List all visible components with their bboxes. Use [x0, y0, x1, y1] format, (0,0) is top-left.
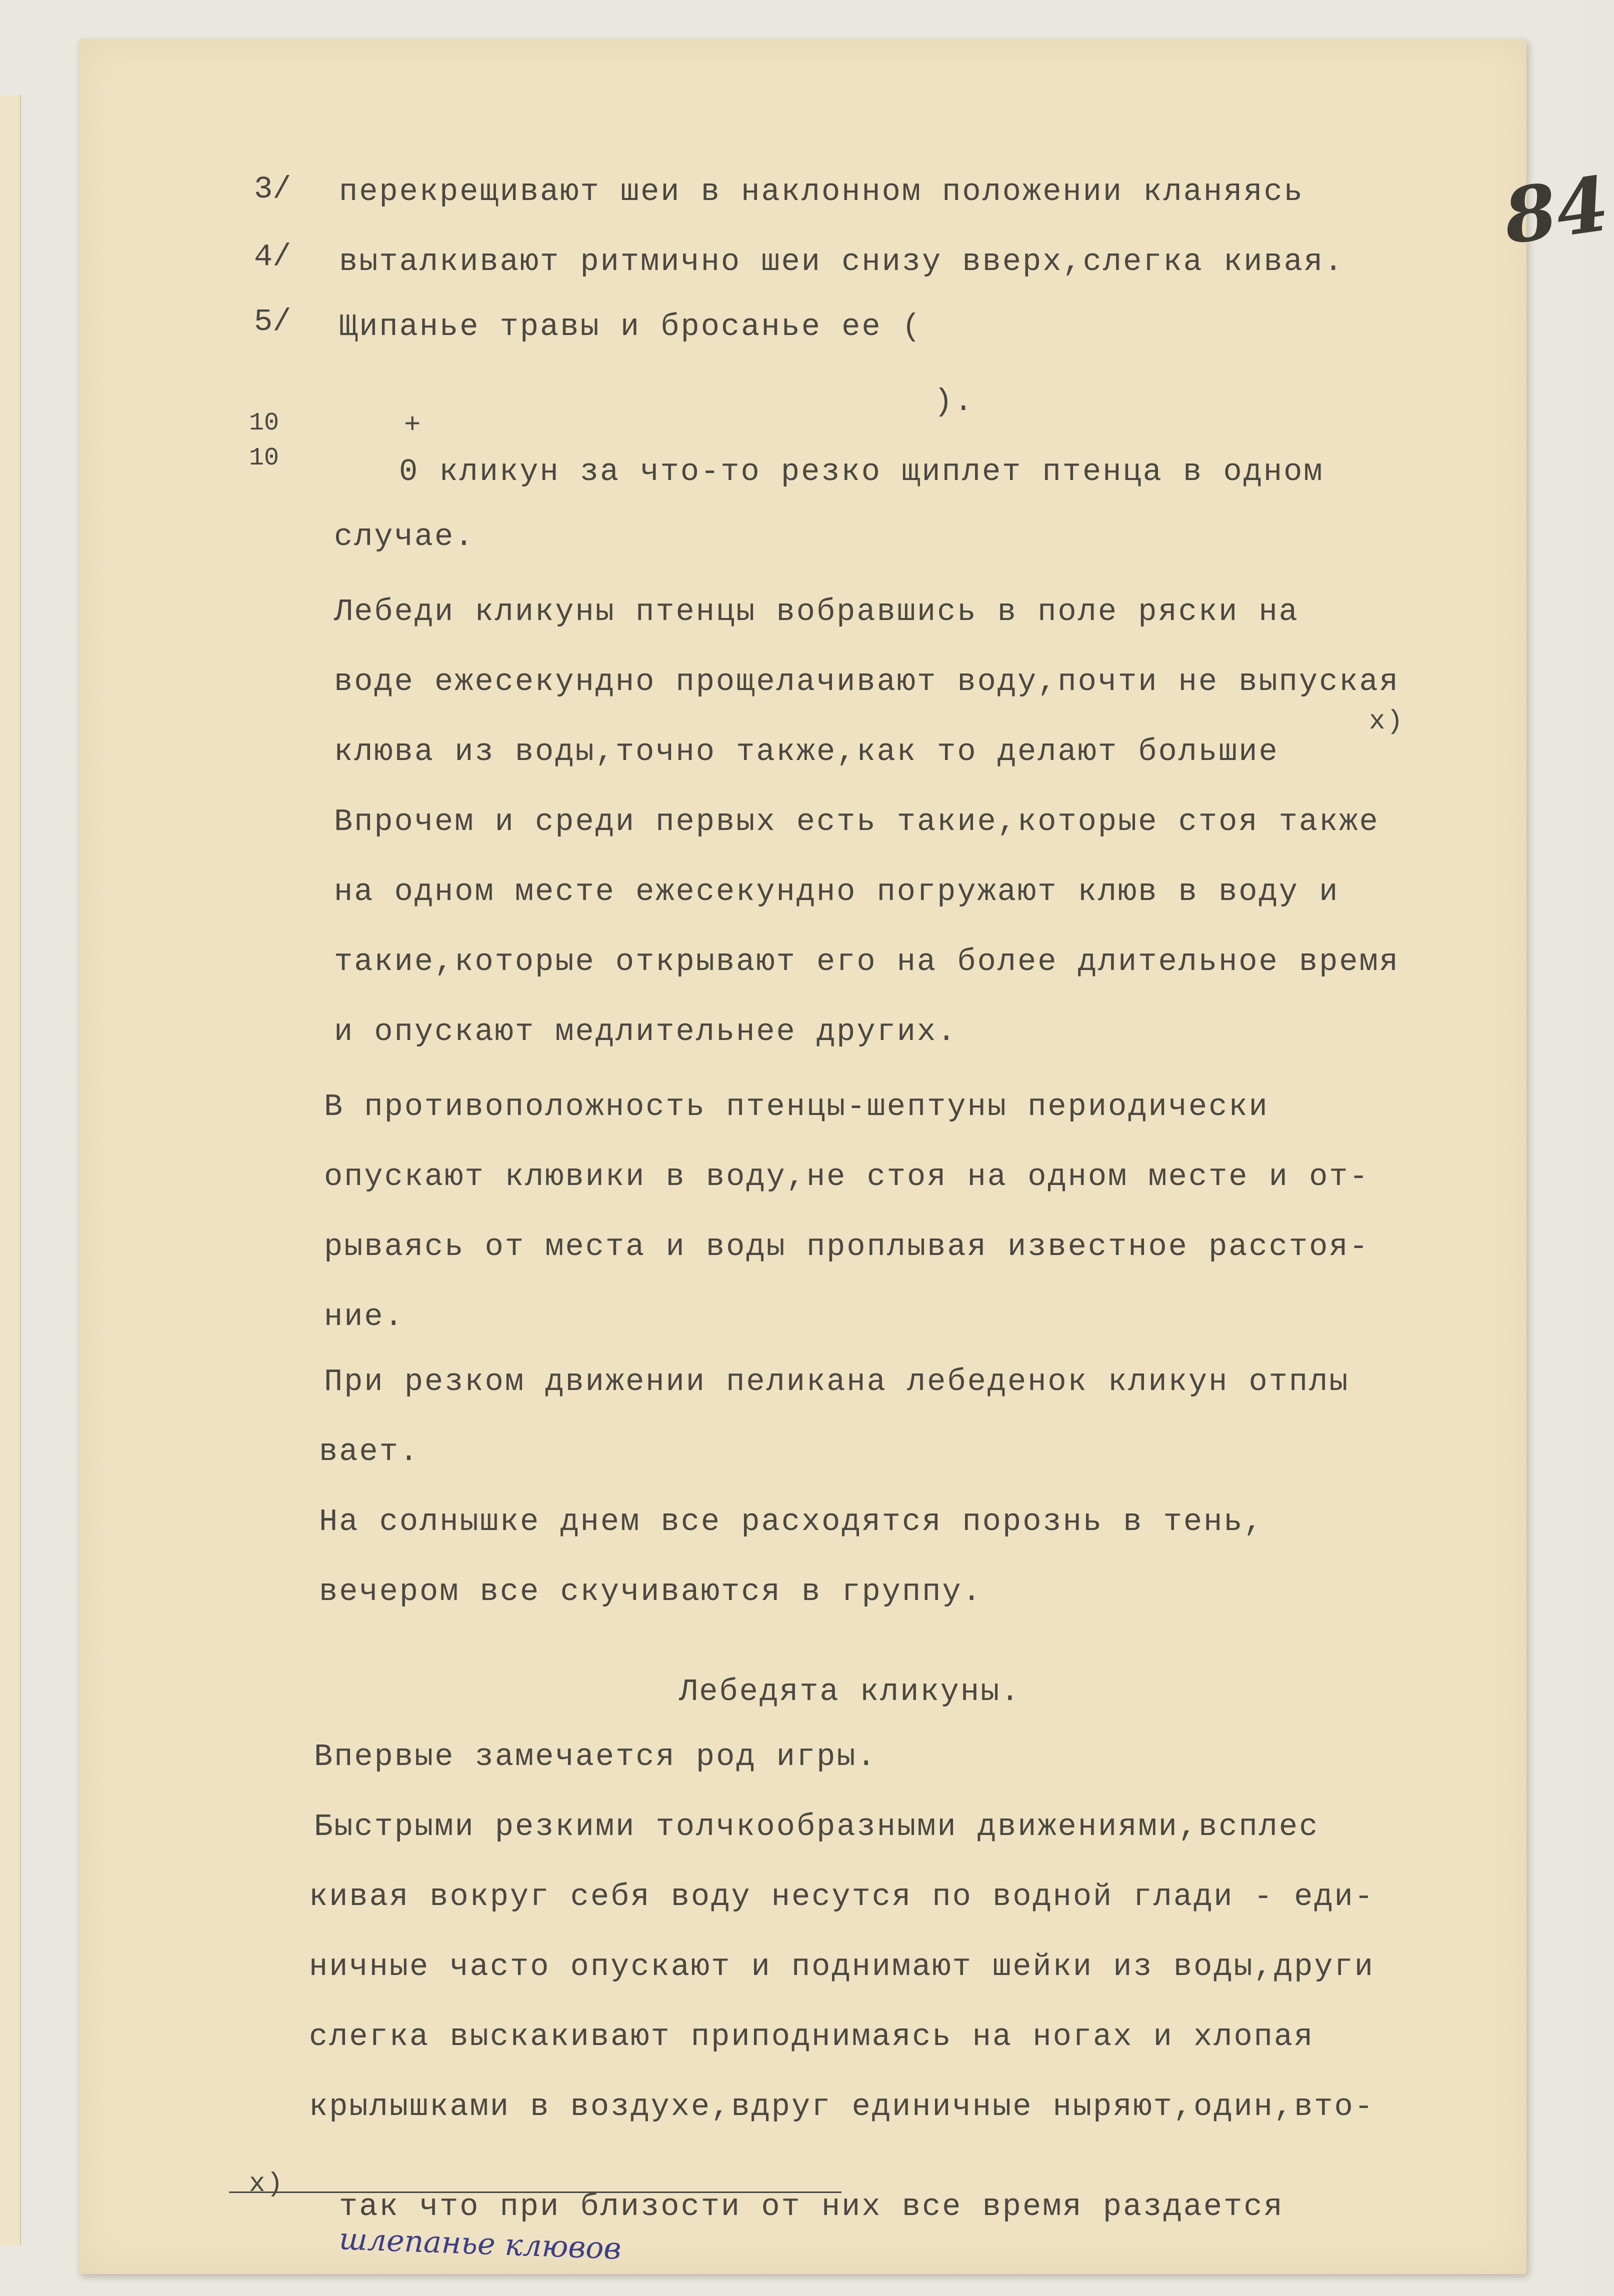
text-line: рываясь от места и воды проплывая известное расстоя-: [324, 1229, 1370, 1264]
text-line: воде ежесекундно прощелачивают воду,почти не выпуская: [334, 664, 1400, 700]
margin-mark-a: 10: [249, 409, 280, 438]
text-line: 0 кликун за что-то резко щиплет птенца в одном: [399, 454, 1324, 490]
closing-paren: ).: [934, 384, 974, 420]
handwritten-note: шлепанье клювов: [338, 2222, 622, 2266]
text-line: ничные часто опускают и поднимают шейки из воды,други: [309, 1949, 1374, 1984]
text-line: опускают клювики в воду,не стоя на одном месте и от-: [324, 1159, 1370, 1194]
item-text-3: перекрещивают шеи в наклонном положении кланяясь: [339, 174, 1304, 210]
item-text-4: выталкивают ритмично шеи снизу вверх,слегка кивая.: [339, 244, 1344, 280]
text-line: Впервые замечается род игры.: [314, 1739, 877, 1774]
margin-plus: +: [404, 409, 421, 441]
item-number-3: 3/: [254, 172, 292, 207]
item-number-4: 4/: [254, 239, 292, 274]
footnote-text: так что при близости от них все время раздается: [339, 2189, 1284, 2224]
footnote-marker: x): [249, 2169, 284, 2200]
section-heading: Лебедята кликуны.: [679, 1674, 1021, 1710]
text-line: В противоположность птенцы-шептуны периодически: [324, 1089, 1269, 1124]
adjacent-sheet-edge: [0, 95, 21, 2245]
archive-page-number: 84: [1498, 160, 1614, 262]
text-line: случае.: [334, 519, 475, 554]
text-line: клюва из воды,точно также,как то делают большие: [334, 734, 1279, 770]
text-line: При резком движении пеликана лебеденок кликун отплы: [324, 1364, 1350, 1400]
text-line: такие,которые открывают его на более длительное время: [334, 944, 1400, 980]
item-number-5: 5/: [254, 304, 292, 340]
footnote-ref: x): [1369, 706, 1404, 737]
text-line: слегка выскакивают приподнимаясь на ногах и хлопая: [309, 2019, 1314, 2054]
text-line: и опускают медлительнее других.: [334, 1014, 958, 1050]
text-line: вает.: [319, 1434, 420, 1470]
text-line: крылышками в воздухе,вдруг единичные ныряют,один,вто-: [309, 2089, 1374, 2124]
text-line: на одном месте ежесекундно погружают клюв в воду и: [334, 874, 1340, 910]
typewritten-page: [79, 39, 1614, 2274]
text-line: На солнышке днем все расходятся порознь в тень,: [319, 1504, 1264, 1540]
text-line: Впрочем и среди первых есть такие,которые стоя также: [334, 804, 1380, 840]
text-line: ние.: [324, 1299, 404, 1334]
text-line: Лебеди кликуны птенцы вобравшись в поле ряски на: [334, 594, 1299, 630]
text-line: кивая вокруг себя воду несутся по водной глади - еди-: [309, 1879, 1374, 1914]
item-text-5: Щипанье травы и бросанье ее (: [339, 309, 922, 344]
margin-mark-b: 10: [249, 444, 280, 472]
text-line: вечером все скучиваются в группу.: [319, 1574, 982, 1610]
text-line: Быстрыми резкими толчкообразными движениями,всплес: [314, 1809, 1320, 1844]
